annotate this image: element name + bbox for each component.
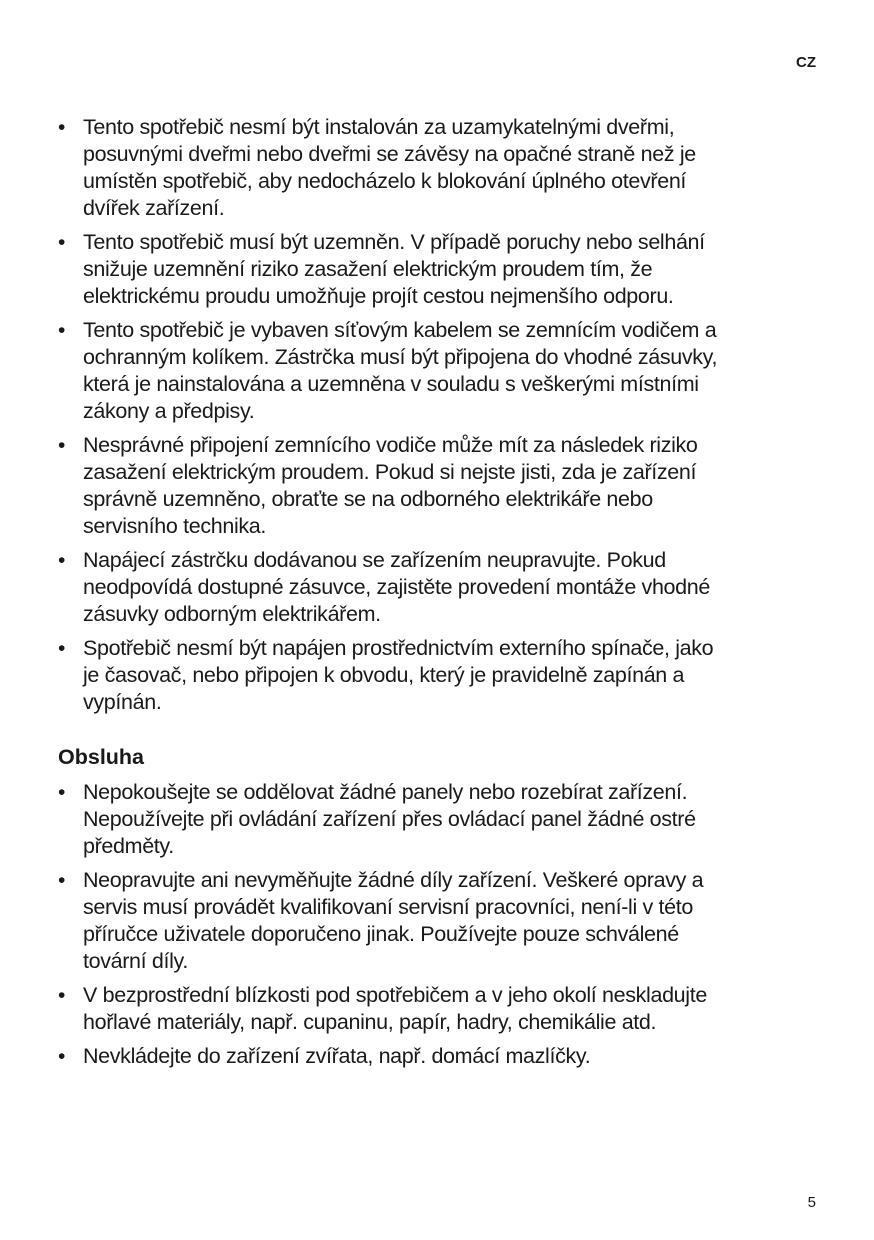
- list-item: [58, 1043, 838, 1070]
- bullet-icon: •: [58, 116, 66, 139]
- text-line: servisního technika.: [83, 514, 267, 538]
- text-line: zasažení elektrickým proudem. Pokud si nejste jisti, zda je zařízení: [83, 460, 697, 484]
- list-item: [58, 779, 838, 860]
- bullet-icon: •: [58, 319, 66, 342]
- text-line: neodpovídá dostupné zásuvce, zajistěte provedení montáže vhodné: [83, 575, 710, 599]
- bullet-icon: •: [58, 869, 66, 892]
- list-item: [58, 635, 838, 716]
- text-line: umístěn spotřebič, aby nedocházelo k blokování úplného otevření: [83, 169, 687, 193]
- bullet-icon: •: [58, 637, 66, 660]
- text-line: Nepoužívejte při ovládání zařízení přes ovládací panel žádné ostré: [83, 807, 696, 831]
- text-line: dvířek zařízení.: [83, 196, 225, 220]
- list-item: [58, 317, 838, 425]
- list-item: [58, 867, 838, 975]
- language-code: CZ: [796, 54, 816, 71]
- text-line: Nepokoušejte se oddělovat žádné panely nebo rozebírat zařízení.: [83, 780, 688, 804]
- text-line: tovární díly.: [83, 949, 188, 973]
- text-line: zásuvky odborným elektrikářem.: [83, 602, 381, 626]
- bullet-icon: •: [58, 231, 66, 254]
- list-item: [58, 982, 838, 1036]
- list-item: [58, 229, 838, 310]
- bullet-icon: •: [58, 549, 66, 572]
- text-line: Tento spotřebič nesmí být instalován za uzamykatelnými dveřmi,: [83, 115, 675, 139]
- text-line: hořlavé materiály, např. cupaninu, papír, hadry, chemikálie atd.: [83, 1010, 657, 1034]
- bullet-icon: •: [58, 984, 66, 1007]
- section-heading: Obsluha: [58, 745, 145, 769]
- text-line: snižuje uzemnění riziko zasažení elektrickým proudem tím, že: [83, 257, 653, 281]
- text-line: Nevkládejte do zařízení zvířata, např. domácí mazlíčky.: [83, 1044, 591, 1068]
- text-line: zákony a předpisy.: [83, 399, 255, 423]
- text-line: vypínán.: [83, 690, 162, 714]
- bullet-icon: •: [58, 1045, 66, 1068]
- text-line: elektrickému proudu umožňuje projít cestou nejmenšího odporu.: [83, 284, 674, 308]
- text-line: příručce uživatele doporučeno jinak. Používejte pouze schválené: [83, 922, 679, 946]
- text-line: Neopravujte ani nevyměňujte žádné díly zařízení. Veškeré opravy a: [83, 868, 704, 892]
- text-line: Tento spotřebič musí být uzemněn. V případě poruchy nebo selhání: [83, 230, 705, 254]
- text-line: servis musí provádět kvalifikovaní servisní pracovníci, není-li v této: [83, 895, 694, 919]
- text-line: V bezprostřední blízkosti pod spotřebičem a v jeho okolí neskladujte: [83, 983, 707, 1007]
- page-number: 5: [807, 1194, 816, 1211]
- text-line: ochranným kolíkem. Zástrčka musí být připojena do vhodné zásuvky,: [83, 345, 718, 369]
- text-line: Tento spotřebič je vybaven síťovým kabelem se zemnícím vodičem a: [83, 318, 717, 342]
- list-item: [58, 432, 838, 540]
- text-line: je časovač, nebo připojen k obvodu, který je pravidelně zapínán a: [83, 663, 685, 687]
- list-item: [58, 114, 838, 222]
- bullet-icon: •: [58, 434, 66, 457]
- text-line: Napájecí zástrčku dodávanou se zařízením neupravujte. Pokud: [83, 548, 666, 572]
- text-line: Spotřebič nesmí být napájen prostřednictvím externího spínače, jako: [83, 636, 714, 660]
- text-line: posuvnými dveřmi nebo dveřmi se závěsy na opačné straně než je: [83, 142, 696, 166]
- text-line: která je nainstalována a uzemněna v souladu s veškerými místními: [83, 372, 699, 396]
- list-item: [58, 547, 838, 628]
- safety-list: [58, 114, 838, 1077]
- bullet-icon: •: [58, 781, 66, 804]
- text-line: Nesprávné připojení zemnícího vodiče může mít za následek riziko: [83, 433, 698, 457]
- text-line: správně uzemněno, obraťte se na odborného elektrikáře nebo: [83, 487, 653, 511]
- text-line: předměty.: [83, 834, 174, 858]
